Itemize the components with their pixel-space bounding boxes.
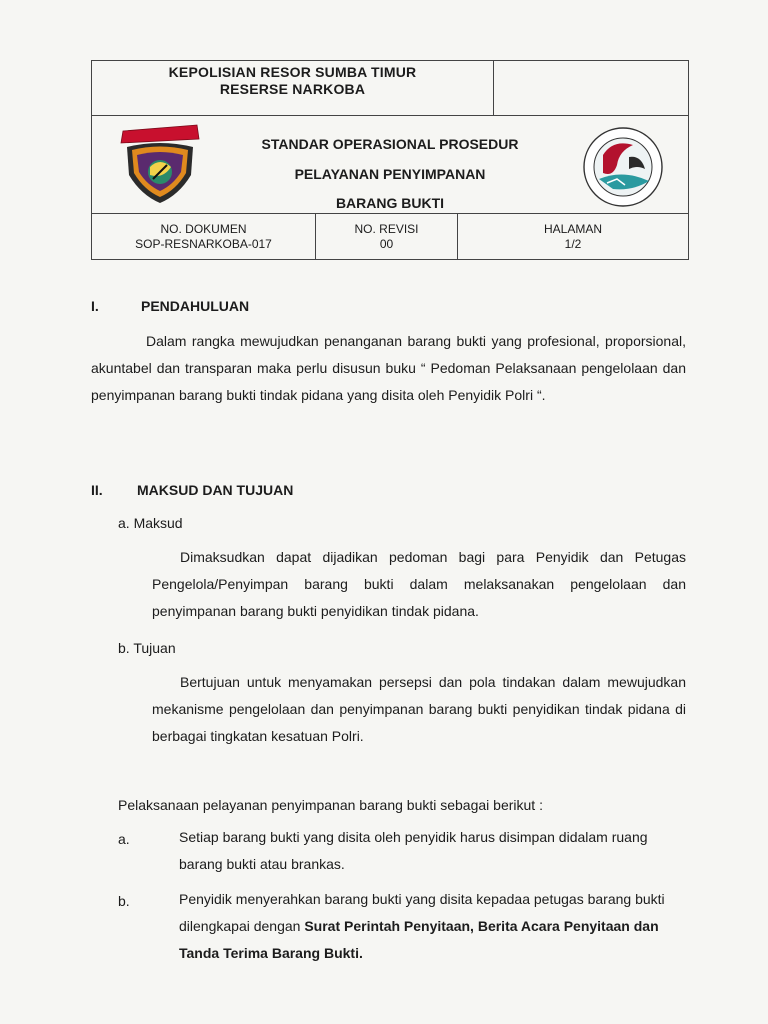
procedure-item-b-bold: Surat Perintah Penyitaan, Berita Acara Penyitaan dan Tanda Terima Barang Bukti.: [179, 918, 659, 961]
doc-number-label: NO. DOKUMEN: [160, 222, 247, 236]
revision-cell: [316, 222, 457, 252]
procedure-intro: Pelaksanaan pelayanan penyimpanan barang bukti sebagai berikut :: [118, 797, 543, 813]
procedure-item-a-text: Setiap barang bukti yang disita oleh penyidik harus disimpan didalam ruang barang bukti atau brankas.: [179, 829, 648, 872]
section-1-number: I.: [91, 298, 99, 314]
page-value: 1/2: [564, 237, 582, 251]
procedure-item-a-marker: a.: [118, 831, 130, 847]
section-1-paragraph: Dalam rangka mewujudkan penanganan barang bukti yang profesional, proporsional, akuntabel dan transparan maka perlu disusun buku “ Pedoman Pelaksanaan pengelolaan dan penyimpanan barang bukti tindak pidana yang disita oleh Penyidik Polri “.: [91, 333, 686, 403]
section-1-title: PENDAHULUAN: [141, 298, 250, 314]
page-label: HALAMAN: [543, 222, 602, 236]
section-2-number: II.: [91, 482, 103, 498]
procedure-item-b-text: [179, 886, 685, 967]
revision-label: NO. REVISI: [354, 222, 419, 236]
revision-value: 00: [379, 237, 394, 251]
sop-title: [227, 60, 553, 220]
title-line-2: PELAYANAN PENYIMPANAN: [294, 166, 486, 182]
maksud-paragraph: Dimaksudkan dapat dijadikan pedoman bagi para Penyidik dan Petugas Pengelola/Penyimpan barang bukti dalam melaksanakan pengelolaan dan penyimpanan barang bukti penyidikan tindak pidana.: [152, 549, 686, 619]
narkoba-unit-badge: [573, 125, 673, 209]
procedure-item-b-marker: b.: [118, 893, 130, 909]
title-line-1: STANDAR OPERASIONAL PROSEDUR: [261, 136, 519, 152]
police-shield-logo: [117, 117, 203, 207]
tujuan-paragraph: Bertujuan untuk menyamakan persepsi dan pola tindakan dalam mewujudkan mekanisme pengelolaan dan penyimpanan barang bukti penyidikan tindak pidana di berbagai tingkatan kesatuan Polri.: [152, 674, 686, 744]
procedure-item-b-plain: Penyidik menyerahkan barang bukti yang disita kepadaa petugas barang bukti dilengkapai dengan: [179, 891, 665, 934]
doc-number-value: SOP-RESNARKOBA-017: [135, 237, 272, 251]
title-line-3: BARANG BUKTI: [335, 195, 445, 211]
org-line-2: RESERSE NARKOBA: [219, 81, 366, 97]
document-number-cell: [92, 222, 315, 252]
maksud-label: a. Maksud: [118, 515, 183, 531]
org-line-1: KEPOLISIAN RESOR SUMBA TIMUR: [168, 64, 417, 80]
tujuan-label: b. Tujuan: [118, 640, 176, 656]
page-number-cell: [458, 222, 688, 252]
section-2-title: MAKSUD DAN TUJUAN: [137, 482, 294, 498]
